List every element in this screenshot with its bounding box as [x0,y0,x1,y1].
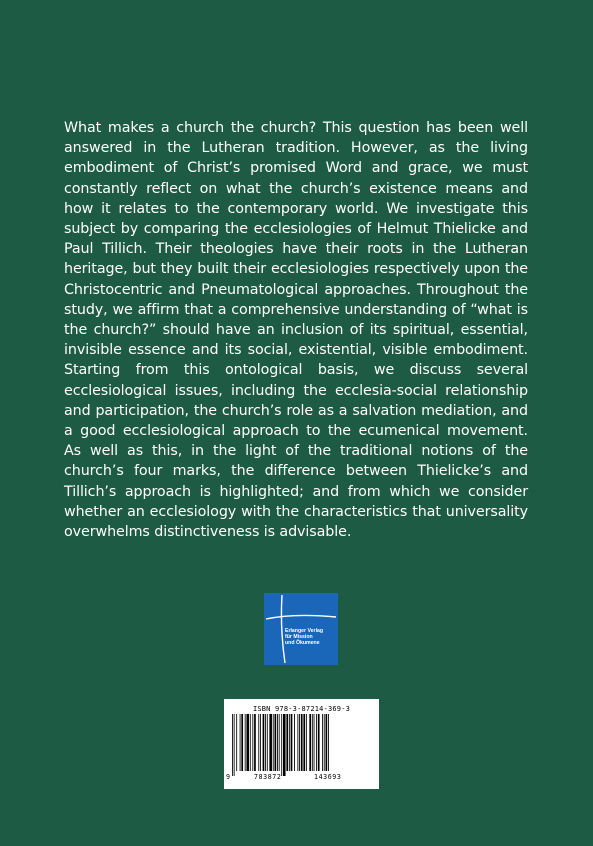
barcode-bar [241,714,243,771]
blurb-text-block [64,118,528,542]
barcode-bar [281,714,282,776]
barcode-bar [289,714,290,771]
barcode-digits-right: 143693 [314,773,342,781]
barcode-bar [322,714,323,771]
barcode-bar [267,714,268,771]
barcode-bars [232,714,372,778]
barcode-bar [277,714,278,771]
barcode-bar [299,714,300,771]
barcode-bar [240,714,241,771]
barcode-bar [245,714,246,771]
barcode-bar [250,714,251,771]
barcode-bar [273,714,274,771]
barcode-bar [246,714,249,771]
barcode-bar [275,714,277,771]
barcode-bar [312,714,313,771]
barcode-bar [291,714,293,771]
barcode-bar [265,714,266,771]
barcode-bar [297,714,298,771]
publisher-name-line: Erlanger Verlag [285,628,324,634]
isbn-barcode [224,699,379,789]
barcode-bar [279,714,280,771]
barcode-bar [314,714,315,771]
publisher-name [285,628,323,646]
barcode-bar [328,714,329,771]
barcode-bar [254,714,256,771]
blurb-paragraph: What makes a church the church? This question has been well answered in the Lutheran tradition. However, as the living embodiment of Christ’s promised Word and grace, we must constantly reflect on what the church’s existence means and how it relates to the contemporary world. We investigate this subject by comparing the ecclesiologies of Helmut Thielicke and Paul Tillich. Their theologies have their roots in the Lutheran heritage, but they built their ecclesiologies respectively upon the Christocentric and Pneumatological approaches. Throughout the study, we affirm that a comprehensive understanding of “what is the church?” should have an inclusion of its spiritual, essential, invisible essence and its social, existential, visible embodiment. Starting from this ontological basis, we discuss several ecclesiological issues, including the ecclesia-social relationship and participation, the church’s role as a salvation mediation, and a good ecclesiological approach to the ecumenical movement. As well as this, in the light of the traditional notions of the church’s four marks, the difference between Thielicke’s and Tillich’s approach is highlighted; and from which we consider whether an ecclesiology with the characteristics that universality overwhelms distinctiveness is advisable. [64,120,528,541]
barcode-digit-first: 9 [226,773,231,781]
publisher-logo [264,593,338,665]
barcode-bar [326,714,328,771]
isbn-label: ISBN 978-3-87214-369-3 [252,705,351,713]
barcode-bar [303,714,305,771]
barcode-bar [283,714,286,776]
barcode-bar [252,714,253,771]
barcode-bar [232,714,233,776]
publisher-name-line: und Ökumene [285,640,320,646]
publisher-name-line: für Mission [285,634,313,640]
barcode-bar [258,714,259,771]
barcode-bar [301,714,303,771]
barcode-bar [269,714,272,771]
barcode-bar [306,714,307,771]
barcode-bar [309,714,311,771]
barcode-bar [318,714,320,771]
barcode-bar [286,714,288,771]
barcode-bar [260,714,261,771]
barcode-bar [316,714,317,771]
barcode-bar [324,714,325,771]
barcode-digits-left: 783872 [254,773,282,781]
barcode-bar [236,714,237,771]
barcode-bar [234,714,235,776]
barcode-bar [263,714,265,771]
barcode-bar [294,714,295,771]
